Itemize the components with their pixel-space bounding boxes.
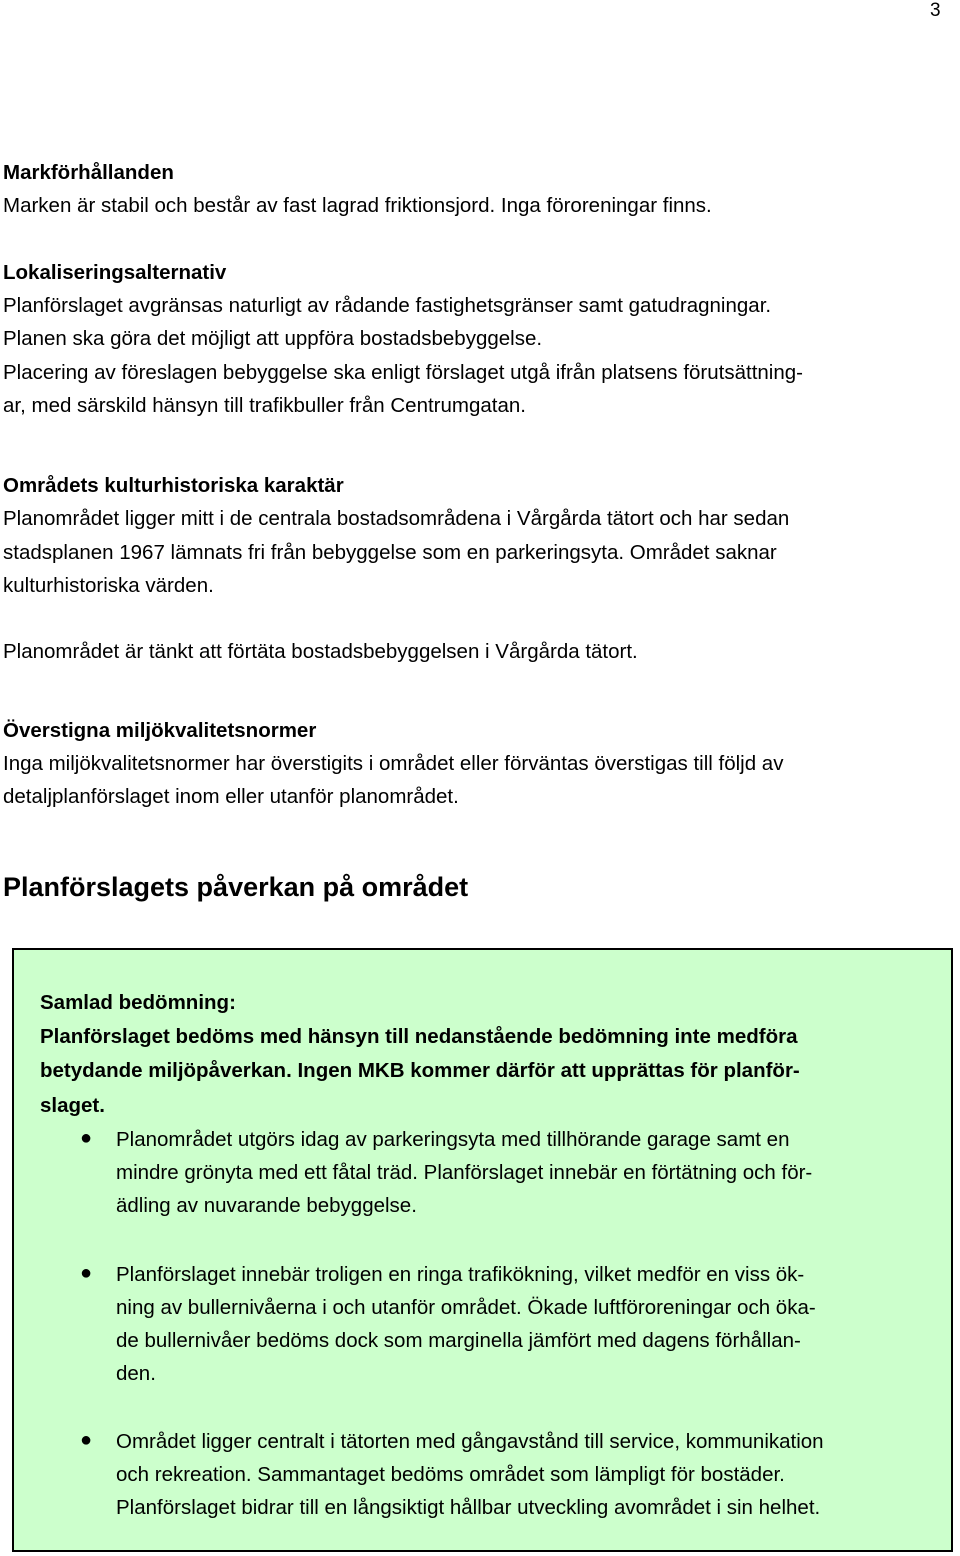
- section-text-line: Inga miljökvalitetsnormer har överstigits i området eller förväntas överstigas till följd av: [3, 752, 784, 775]
- bullet-icon: ●: [80, 1262, 93, 1284]
- section-text-line: stadsplanen 1967 lämnats fri från bebyggelse som en parkeringsyta. Området saknar: [3, 541, 777, 564]
- section-text-line: Planen ska göra det möjligt att uppföra bostadsbebyggelse.: [3, 327, 543, 350]
- section-text-line: Planförslaget avgränsas naturligt av rådande fastighetsgränser samt gatudragningar.: [3, 294, 772, 317]
- bullet-text-line: Området ligger centralt i tätorten med gångavstånd till service, kommunikation: [116, 1430, 824, 1453]
- bullet-text-line: den.: [116, 1362, 156, 1385]
- section-text-line: ar, med särskild hänsyn till trafikbuller från Centrumgatan.: [3, 394, 526, 417]
- section-text-line: Placering av föreslagen bebyggelse ska enligt förslaget utgå ifrån platsens förutsättning-: [3, 361, 803, 384]
- bullet-text-line: mindre grönyta med ett fåtal träd. Planförslaget innebär en förtätning och för-: [116, 1161, 813, 1184]
- bullet-text-line: de bullernivåer bedöms dock som marginella jämfört med dagens förhållan-: [116, 1329, 801, 1352]
- bullet-icon: ●: [80, 1429, 93, 1451]
- main-heading: Planförslagets påverkan på området: [3, 872, 469, 902]
- bullet-text-line: och rekreation. Sammantaget bedöms området som lämpligt för bostäder.: [116, 1463, 785, 1486]
- assessment-title: Samlad bedömning:: [40, 991, 236, 1014]
- bullet-text-line: ädling av nuvarande bebyggelse.: [116, 1194, 417, 1217]
- bullet-text-line: Planförslaget bidrar till en långsiktigt hållbar utveckling avområdet i sin helhet.: [116, 1496, 821, 1519]
- section-heading-kulturhistoriska: Områdets kulturhistoriska karaktär: [3, 474, 344, 497]
- section-text-line: Planområdet ligger mitt i de centrala bostadsområdena i Vårgårda tätort och har sedan: [3, 507, 790, 530]
- section-text-line: Marken är stabil och består av fast lagrad friktionsjord. Inga föroreningar finns.: [3, 194, 712, 217]
- assessment-line: betydande miljöpåverkan. Ingen MKB kommer därför att upprättas för planför-: [40, 1059, 800, 1082]
- page-number: 3: [930, 0, 941, 21]
- assessment-line: Planförslaget bedöms med hänsyn till nedanstående bedömning inte medföra: [40, 1025, 798, 1048]
- bullet-text-line: ning av bullernivåerna i och utanför området. Ökade luftföroreningar och öka-: [116, 1296, 816, 1319]
- assessment-line: slaget.: [40, 1094, 105, 1117]
- section-heading-lokaliseringsalternativ: Lokaliseringsalternativ: [3, 261, 227, 284]
- section-text-extra: Planområdet är tänkt att förtäta bostadsbebyggelsen i Vårgårda tätort.: [3, 640, 638, 663]
- section-heading-markforhallanden: Markförhållanden: [3, 161, 174, 184]
- bullet-text-line: Planförslaget innebär troligen en ringa trafikökning, vilket medför en viss ök-: [116, 1263, 805, 1286]
- section-text-line: kulturhistoriska värden.: [3, 574, 214, 597]
- bullet-icon: ●: [80, 1127, 93, 1149]
- bullet-text-line: Planområdet utgörs idag av parkeringsyta med tillhörande garage samt en: [116, 1128, 790, 1151]
- assessment-box: [12, 948, 953, 1552]
- section-heading-miljokvalitetsnormer: Överstigna miljökvalitetsnormer: [3, 719, 317, 742]
- section-text-line: detaljplanförslaget inom eller utanför planområdet.: [3, 785, 459, 808]
